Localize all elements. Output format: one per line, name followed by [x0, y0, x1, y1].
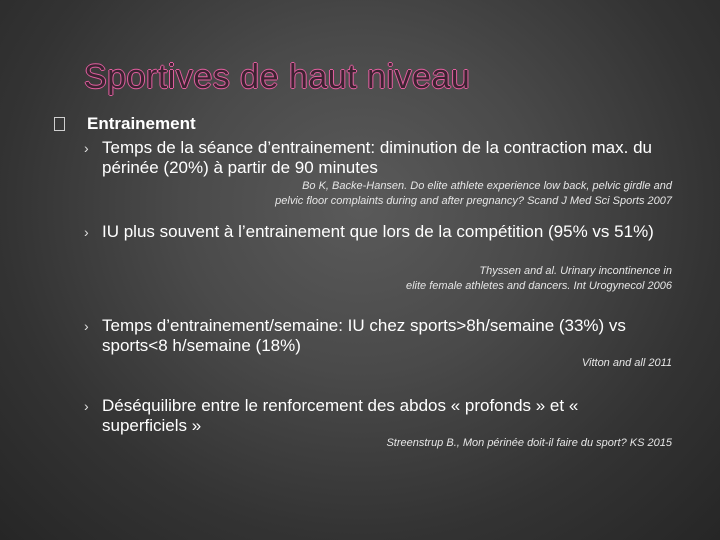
citation-line: Vitton and all 2011	[581, 357, 672, 369]
citation-line: elite female athletes and dancers. Int Urogynecol 2006	[406, 280, 672, 292]
citation	[275, 179, 672, 209]
chevron-right-icon: ›	[84, 224, 89, 240]
box-bullet-icon	[54, 117, 65, 131]
citation	[582, 356, 672, 371]
list-item-text: Temps de la séance d’entrainement: diminution de la contraction max. du périnée (20%) à partir de 90 minutes	[102, 138, 652, 177]
citation-line: Thyssen and al. Urinary incontinence in	[479, 265, 672, 277]
main-bullet	[54, 114, 196, 134]
list-item-text: Temps d’entrainement/semaine: IU chez sports>8h/semaine (33%) vs sports<8 h/semaine (18%)	[102, 316, 626, 355]
list-item-text: Déséquilibre entre le renforcement des abdos « profonds » et « superficiels »	[102, 396, 579, 435]
list-item	[84, 316, 662, 356]
citation-line: pelvic floor complaints during and after pregnancy? Scand J Med Sci Sports 2007	[275, 195, 672, 207]
citation-line: Streenstrup B., Mon périnée doit-il faire du sport? KS 2015	[386, 437, 672, 449]
citation	[386, 436, 672, 451]
main-bullet-label: Entrainement	[87, 114, 196, 133]
chevron-right-icon: ›	[84, 398, 89, 414]
list-item	[84, 396, 662, 436]
slide-title: Sportives de haut niveau	[84, 58, 471, 96]
list-item	[84, 138, 662, 178]
chevron-right-icon: ›	[84, 140, 89, 156]
citation-line: Bo K, Backe-Hansen. Do elite athlete experience low back, pelvic girdle and	[302, 180, 672, 192]
chevron-right-icon: ›	[84, 318, 89, 334]
list-item	[84, 222, 662, 242]
list-item-text: IU plus souvent à l’entrainement que lors de la compétition (95% vs 51%)	[102, 222, 654, 241]
citation	[406, 264, 672, 294]
